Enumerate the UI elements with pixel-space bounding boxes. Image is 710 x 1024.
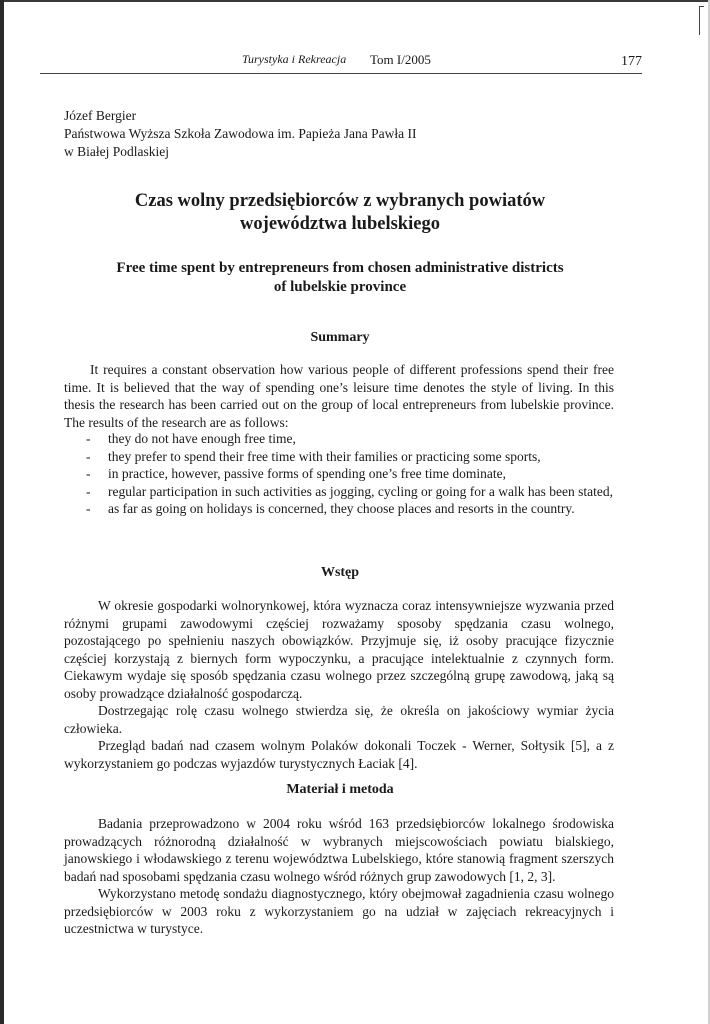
english-title-line-1: Free time spent by entrepreneurs from chosen administrative districts	[116, 260, 564, 276]
intro-paragraph: Przegląd badań nad czasem wolnym Polaków dokonali Toczek - Werner, Sołtysik [5], a z wykorzystaniem go podczas wyjazdów turystycznych Łaciak [4].	[64, 738, 614, 771]
intro-paragraph: Dostrzegając rolę czasu wolnego stwierdza się, że określa on jakościowy wymiar życia człowieka.	[64, 703, 614, 736]
summary-paragraph: It requires a constant observation how various people of different professions spend their free time. It is believed that the way of spending one’s leisure time denotes the style of living. In this thesis the research has been carried out on the group of local entrepreneurs from lubelskie province. The results of the research are as follows:	[64, 362, 614, 430]
summary-heading: Summary	[310, 330, 370, 345]
methods-paragraph: Wykorzystano metodę sondażu diagnostycznego, który obejmował zagadnienia czasu wolnego przedsiębiorców w 2003 roku z wykorzystaniem go na udział w zajęciach rekreacyjnych i uczestnictwa w turystyce.	[64, 886, 614, 936]
scan-edge-left	[0, 0, 4, 1024]
polish-title-line-1: Czas wolny przedsiębiorców z wybranych powiatów	[134, 191, 546, 211]
intro-heading: Wstęp	[320, 565, 360, 580]
page-number: 177	[621, 54, 642, 69]
intro-body	[64, 597, 614, 772]
header-rule	[40, 73, 642, 74]
polish-title-line-2: województwa lubelskiego	[240, 214, 440, 234]
list-item: - regular participation in such activities as jogging, cycling or going for a walk has been stated,	[64, 483, 616, 501]
scan-corner-mark	[699, 6, 704, 35]
polish-title	[40, 190, 640, 236]
english-title-line-2: of lubelskie province	[273, 279, 407, 295]
list-item: - in practice, however, passive forms of spending one’s free time dominate,	[64, 465, 616, 483]
list-item: - as far as going on holidays is concerned, they choose places and resorts in the country.	[64, 500, 616, 518]
journal-volume: Tom I/2005	[370, 52, 431, 67]
methods-body	[64, 815, 614, 938]
journal-name: Turystyka i Rekreacja	[242, 52, 347, 66]
affiliation-line-1: Państwowa Wyższa Szkoła Zawodowa im. Papieża Jana Pawła II	[64, 126, 417, 141]
list-item: - they do not have enough free time,	[64, 430, 616, 448]
methods-paragraph: Badania przeprowadzono w 2004 roku wśród 163 przedsiębiorców lokalnego środowiska prowadzących różnorodną działalność w wybranych miejscowościach powiatu bialskiego, janowskiego i włodawskiego z terenu województwa Lubelskiego, które stanowią fragment szerszych badań nad sposobami spędzania czasu wolnego wśród różnych grup zawodowych [1, 2, 3].	[64, 816, 614, 884]
author-name: Józef Bergier	[64, 108, 137, 123]
scan-edge-top	[0, 0, 710, 2]
affiliation-line-2: w Białej Podlaskiej	[64, 144, 169, 159]
intro-paragraph: W okresie gospodarki wolnorynkowej, która wyznacza coraz intensywniejsze wyzwania przed różnymi grupami zawodowymi częściej rozważamy sposoby spędzania czasu wolnego, pozostającego po spełnieniu naszych obowiązków. Przyjmuje się, iż osoby pracujące fizycznie częściej korzystają z biernych form wypoczynku, a pracujące intelektualnie z czynnych form. Ciekawym wydaje się sposób spędzania czasu wolnego przez szczególną grupę zawodową, jaką są osoby prowadzące działalność gospodarczą.	[64, 598, 614, 701]
author-block	[64, 107, 416, 161]
english-title	[40, 259, 640, 297]
running-header	[62, 52, 642, 72]
list-item: - they prefer to spend their free time with their families or practicing some sports,	[64, 448, 616, 466]
summary-findings-list	[64, 430, 616, 518]
methods-heading: Materiał i metoda	[286, 782, 394, 797]
